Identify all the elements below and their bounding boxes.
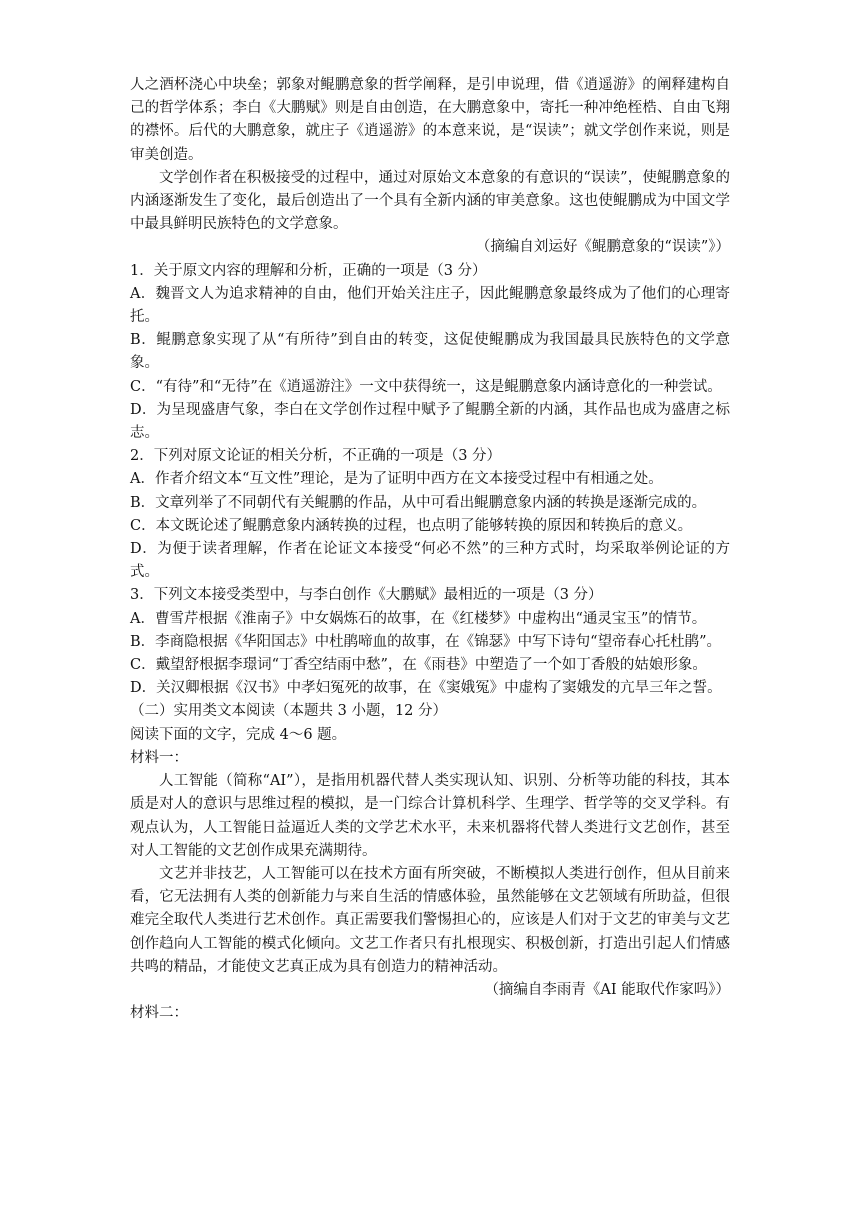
section-instruction: 阅读下面的文字，完成 4～6 题。 [130,726,347,743]
option-c: C．戴望舒根据李璟词“丁香空结雨中愁”，在《雨巷》中塑造了一个如丁香般的姑娘形象。 [130,657,707,674]
option-c: C．“有待”和“无待”在《逍遥游注》一文中获得统一，这是鲲鹏意象内涵诗意化的一种尝试。 [130,378,722,395]
material-1-label: 材料一： [130,749,188,766]
passage1-source: （摘编自刘运好《鲲鹏意象的“误读”》） [475,239,730,256]
option-a: A．魏晋文人为追求精神的自由，他们开始关注庄子，因此鲲鹏意象最终成为了他们的心理寄托。 [130,285,730,326]
page-content [130,74,730,1025]
option-a: A．作者介绍文本“互文性”理论，是为了证明中西方在文本接受过程中有相通之处。 [130,471,663,488]
option-b: B．李商隐根据《华阳国志》中杜鹃啼血的故事，在《锦瑟》中写下诗句“望帝春心托杜鹃”。 [130,633,721,650]
option-d: D．为便于读者理解，作者在论证文本接受“何必不然”的三种方式时，均采取举例论证的方式。 [130,541,730,581]
passage1-paragraph-b: 文学创作者在积极接受的过程中，通过对原始文本意象的有意识的“误读”，使鲲鹏意象的内涵逐渐发生了变化，最后创造出了一个具有全新内涵的审美意象。这也使鲲鹏成为中国文学中最具鲜明民族特色的文学意象。 [130,169,730,233]
option-c: C．本文既论述了鲲鹏意象内涵转换的过程，也点明了能够转换的原因和转换后的意义。 [130,517,693,534]
question-stem: 1．关于原文内容的理解和分析，正确的一项是（3 分） [130,262,487,279]
question-1 [130,260,730,446]
option-b: B．鲲鹏意象实现了从“有所待”到自由的转变，这促使鲲鹏成为我国最具民族特色的文学意象。 [130,332,730,372]
question-stem: 2．下列对原文论证的相关分析，不正确的一项是（3 分） [130,448,502,465]
material-1-paragraph-b: 文艺并非技艺，人工智能可以在技术方面有所突破，不断模拟人类进行创作，但从目前来看，它无法拥有人类的创新能力与来自生活的情感体验，虽然能够在文艺领域有所助益，但很难完全取代人类进行艺术创作。真正需要我们警惕担心的，应该是人们对于文艺的审美与文艺创作趋向人工智能的模式化倾向。文艺工作者只有扎根现实、积极创新，打造出引起人们情感共鸣的精品，才能使文艺真正成为具有创造力的精神活动。 [130,865,730,975]
option-d: D．关汉卿根据《汉书》中孝妇冤死的故事，在《窦娥冤》中虚构了窦娥发的亢旱三年之誓。 [130,680,722,697]
section-title: （二）实用类文本阅读（本题共 3 小题，12 分） [130,703,448,720]
question-stem: 3．下列文本接受类型中，与李白创作《大鹏赋》最相近的一项是（3 分） [130,587,603,604]
passage1-paragraph-a: 人之酒杯浇心中块垒；郭象对鲲鹏意象的哲学阐释，是引申说理，借《逍遥游》的阐释建构自己的哲学体系；李白《大鹏赋》则是自由创造，在大鹏意象中，寄托一种冲绝桎梏、自由飞翔的襟怀。后代的大鹏意象，就庄子《逍遥游》的本意来说，是“误读”；就文学创作来说，则是审美创造。 [130,77,730,163]
question-3 [130,584,730,700]
option-b: B．文章列举了不同朝代有关鲲鹏的作品，从中可看出鲲鹏意象内涵的转换是逐渐完成的。 [130,494,707,511]
question-2 [130,445,730,584]
material-1-paragraph-a: 人工智能（简称“AI”），是指用机器代替人类实现认知、识别、分析等功能的科技，其本质是对人的意识与思维过程的模拟，是一门综合计算机科学、生理学、哲学等的交叉学科。有观点认为，人工智能日益逼近人类的文学艺术水平，未来机器将代替人类进行文艺创作，甚至对人工智能的文艺创作成果充满期待。 [130,773,730,859]
material-2-label: 材料二： [130,1005,188,1022]
option-a: A．曹雪芹根据《淮南子》中女娲炼石的故事，在《红楼梦》中虚构出“通灵宝玉”的情节。 [130,610,707,627]
option-d: D．为呈现盛唐气象，李白在文学创作过程中赋予了鲲鹏全新的内涵，其作品也成为盛唐之标志。 [130,401,730,442]
material-1-source: （摘编自李雨青《AI 能取代作家吗》） [484,981,730,998]
